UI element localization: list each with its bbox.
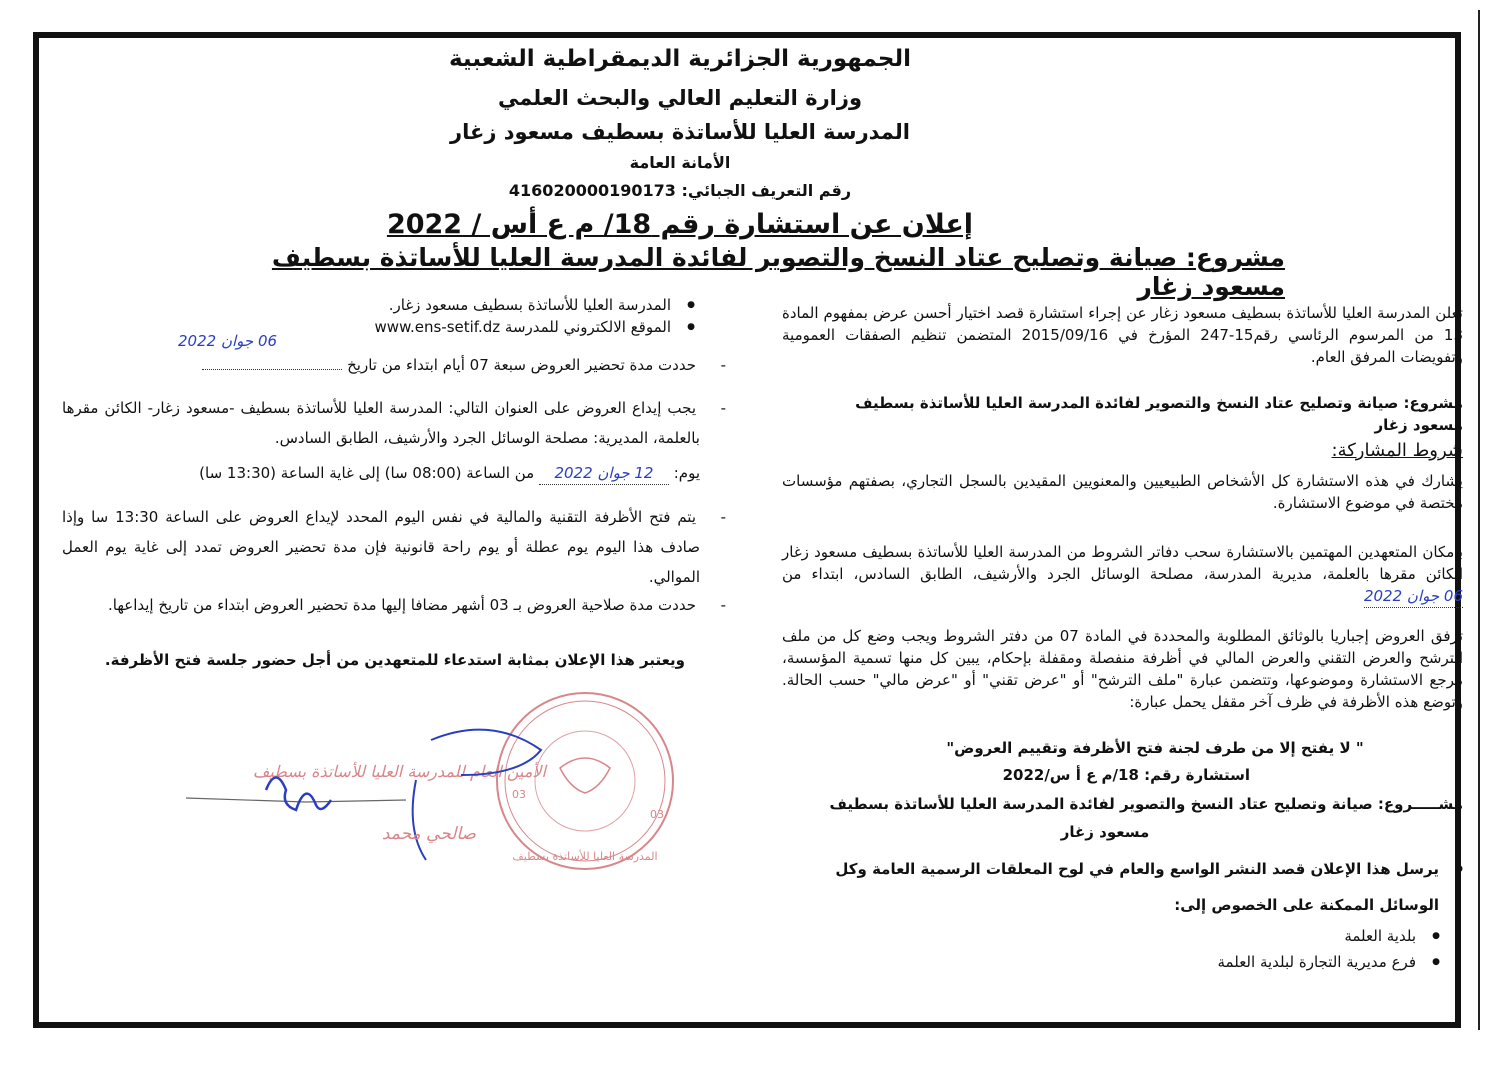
conditions-title: شروط المشاركة: [1331,440,1463,461]
handwritten-signature [186,720,546,870]
website-bullet: ● الموقع الالكتروني للمدرسة www.ens-setif.dz [300,316,677,338]
publication-bullet: ● يرسل هذا الإعلان قصد النشر الواسع والعام في لوح المعلقات الرسمية العامة وكل الوسائل الممكنة على الخصوص إلى: [800,851,1445,923]
withdraw-text: بإمكان المتعهدين المهتمين بالاستشارة سحب دفاتر الشروط من المدرسة العليا للأساتذة بسطيف مسعود زغار الكائن مقرها بالعلمة، مديرية المدرسة، مصلحة الوسائل الجرد والأرشيف، الطابق السادس، ابتداء من [782,543,1463,583]
opening-paragraph [62,502,700,592]
deposit-text: - يجب إيداع العروض على العنوان التالي: المدرسة العليا للأساتذة بسطيف -مسعود زغار- الكائن مقرها بالعلمة، المديرية: مصلحة الوسائل الجرد والأرشيف، الطابق السادس. [62,399,700,447]
republic-title: الجمهورية الجزائرية الديمقراطية الشعبية [448,46,912,72]
publication-note [800,851,1463,923]
envelope-quote: " لا يفتح إلا من طرف لجنة فتح الأظرفة وتقييم العروض" [946,739,1364,757]
intro-paragraph: تعلن المدرسة العليا للأساتذة بسطيف مسعود زغار عن إجراء استشارة قصد اختيار أحسن عرض بمفهوم المادة 13 من المرسوم الرئاسي رقم15-247 المؤرخ في 2015/09/16 المتضمن تنظيم الصفقات العمومية وتفويضات المرفق العام. [782,304,1464,366]
left-bullets [300,294,695,338]
deposit-day-line [140,462,700,485]
recipient-item: ● بلدية العلمة [900,925,1422,947]
handwritten-date-1: 06 جوان 2022 [178,332,278,350]
validity-text: - حددت مدة صلاحية العروض بـ 03 أشهر مضافا إليها مدة تحضير العروض ابتداء من تاريخ إيداعها. [108,596,700,614]
ministry-title: وزارة التعليم العالي والبحث العلمي [497,86,863,110]
period-text: - حددت مدة تحضير العروض سبعة 07 أيام ابتداء من تاريخ [347,356,700,374]
school-bullet: ● المدرسة العليا للأساتذة بسطيف مسعود زغار. [300,294,677,316]
day-label: يوم: [673,464,700,482]
validity-paragraph [62,594,700,616]
withdraw-date-handwritten: 06 جوان 2022 [1364,585,1463,608]
withdraw-paragraph [782,541,1463,608]
announcement-title: إعلان عن استشارة رقم 18/ م ع أس / 2022 [386,209,974,240]
project-title: مشروع: صيانة وتصليح عتاد النسخ والتصوير لفائدة المدرسة العليا للأساتذة بسطيف مسعود زغار [271,243,1285,301]
project-line-2-cont: مسعود زغار [1060,823,1150,841]
handwritten-date-2: 12 جوان 2022 [539,462,669,485]
period-date-dots [202,369,342,370]
opening-text: - يتم فتح الأظرفة التقنية والمالية في نفس اليوم المحدد لإيداع العروض على الساعة 13:30 سا وإذا صادف هذا اليوم يوم عطلة أو يوم راحة قانونية فإن مدة تحضير العروض تمدد إلى غاية يوم العمل الموالي. [62,508,700,586]
general-secretariat: الأمانة العامة [629,153,731,172]
signature-block [186,720,546,870]
signatory-name: صالحي محمد [381,824,476,844]
recipient-item: ● فرع مديرية التجارة لبلدية العلمة [900,951,1422,973]
summons-note: ويعتبر هذا الإعلان بمثابة استدعاء للمتعهدين من أجل حضور جلسة فتح الأظرفة. [104,651,685,669]
project-line-2: مشـــــروع: صيانة وتصليح عتاد النسخ والتصوير لفائدة المدرسة العليا للأساتذة بسطيف [829,795,1463,813]
deposit-paragraph [62,393,700,453]
documents-paragraph: ترفق العروض إجباريا بالوثائق المطلوبة والمحددة في المادة 07 من دفتر الشروط ويجب وضع كل من ملف الترشح والعرض التقني والعرض المالي في أظرفة منفصلة ومقفلة بإحكام، يبين كل منها تسمية المؤسسة، مرجع الاستشارة وموضوعها، وتتضمن عبارة "ملف الترشح" أو "عرض تقني" أو "عرض مالي" حسب الحالة. وتوضع هذه الأظرفة في ظرف آخر مقفل يحمل عبارة: [782,627,1463,711]
scan-edge-line [1478,10,1480,1030]
stamp-number: 03 [512,788,526,801]
signatory-title: الأمين العام للمدرسة العليا للأساتذة بسطيف [252,762,546,781]
stamp-number-2: 03 [650,808,664,821]
school-title: المدرسة العليا للأساتذة بسطيف مسعود زغار [450,120,910,144]
period-line [150,354,700,376]
recipients-list [900,925,1440,973]
participation-paragraph: يشارك في هذه الاستشارة كل الأشخاص الطبيعيين والمعنويين المقيدين بالسجل التجاري، بصفتهم مؤسسات مختصة في موضوع الاستشارة. [782,472,1463,512]
deposit-hours: من الساعة (08:00 سا) إلى غاية الساعة (13:30 سا) [199,464,535,482]
tax-id: رقم التعريف الجبائي: 416020000190173 [508,181,852,200]
stamp-ring-text: المدرسة العليا للأساتذة بسطيف [512,850,658,863]
consultation-number: استشارة رقم: 18/م ع أ س/2022 [1002,766,1250,784]
project-line: مشروع: صيانة وتصليح عتاد النسخ والتصوير لفائدة المدرسة العليا للأساتذة بسطيف مسعود زغار [855,394,1463,434]
